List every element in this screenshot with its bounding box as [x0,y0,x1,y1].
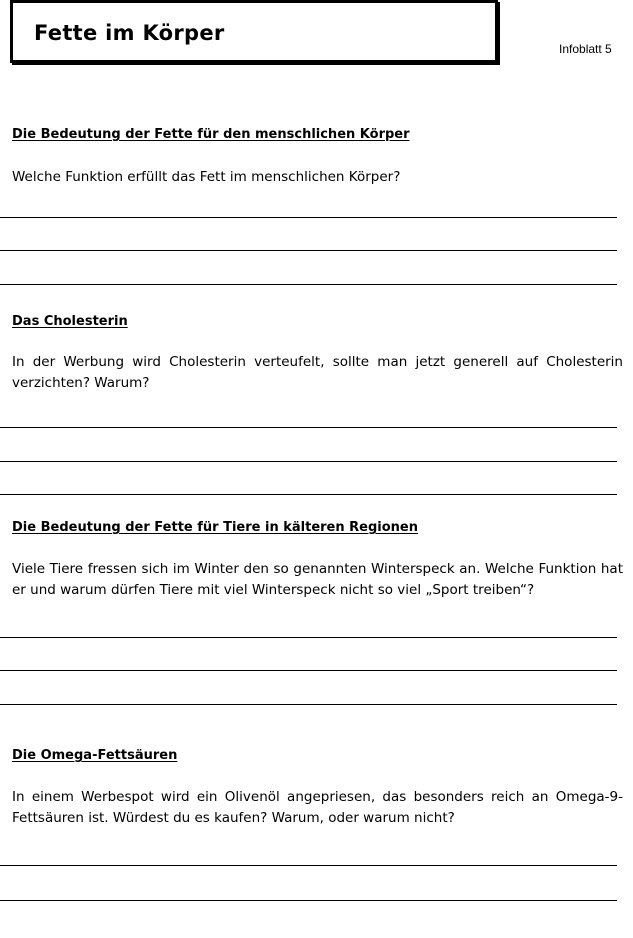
question-cholesterol: In der Werbung wird Cholesterin verteufelt, sollte man jetzt generell auf Cholesterin verzichten? Warum? [12,354,623,391]
answer-line[interactable] [0,217,617,218]
answer-line[interactable] [0,494,617,495]
sheet-label: Infoblatt 5 [559,42,612,56]
title-box [10,0,498,63]
section-heading-fat-function: Die Bedeutung der Fette für den menschlichen Körper [12,127,410,142]
answer-line[interactable] [0,250,617,251]
question-animal-fat: Viele Tiere fressen sich im Winter den so genannten Winterspeck an. Welche Funktion hat er und warum dürfen Tiere mit viel Winterspeck nicht so viel „Sport treiben“? [12,561,623,598]
answer-line[interactable] [0,670,617,671]
answer-line[interactable] [0,704,617,705]
question-fat-function: Welche Funktion erfüllt das Fett im menschlichen Körper? [12,169,401,185]
answer-line[interactable] [0,865,617,866]
section-heading-animal-fat: Die Bedeutung der Fette für Tiere in kälteren Regionen [12,520,418,535]
section-heading-omega: Die Omega-Fettsäuren [12,748,178,763]
answer-line[interactable] [0,900,617,901]
question-omega: In einem Werbespot wird ein Olivenöl angepriesen, das besonders reich an Omega-9-Fettsäuren ist. Würdest du es kaufen? Warum, oder warum nicht? [12,789,623,826]
page-title: Fette im Körper [34,21,225,45]
answer-line[interactable] [0,284,617,285]
answer-line[interactable] [0,427,617,428]
answer-line[interactable] [0,637,617,638]
section-heading-cholesterol: Das Cholesterin [12,314,128,329]
answer-line[interactable] [0,461,617,462]
